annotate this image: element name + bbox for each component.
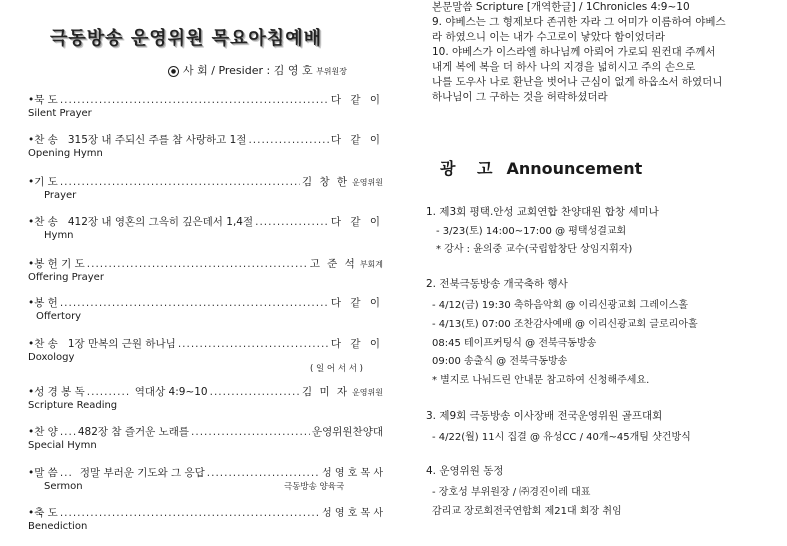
announcement-title [440,156,642,179]
order-english: Offering Prayer [28,272,104,283]
order-item-prayer [28,174,383,201]
order-english: Scripture Reading [28,400,118,411]
order-english: Offertory [36,311,82,322]
leader-dots [87,386,129,398]
order-person: 다 같 이 [330,94,383,106]
leader-dots [255,216,329,228]
announcement-line: 09:00 송출식 @ 전북극동방송 [432,356,568,367]
leader-dots [87,258,308,270]
leader-dots [178,338,329,350]
leader-dots [60,176,300,188]
order-english: Sermon [44,481,83,492]
scripture-line: 나를 도우사 나로 환난을 벗어나 근심이 없게 하옵소서 하였더니 [432,76,723,88]
presider-label: 사 회 / Presider : [183,64,271,77]
order-person: 성 영 호 목 사 [321,508,383,519]
stand-note: ( 일 어 서 서 ) [310,364,363,374]
order-label: •찬 송 [28,338,58,350]
presider-line [168,62,347,78]
order-person: 다 같 이 [330,338,383,350]
leader-dots [60,507,320,519]
scripture-header: 본문말씀 Scripture [개역한글] / 1Chronicles 4:9~10 [432,1,690,13]
order-english: Benediction [28,521,88,532]
announcement-line: - 장호성 부위원장 / ㈜경진이레 대표 [432,487,591,498]
scripture-line: 하나님이 그 구하는 것을 허락하셨더라 [432,91,608,103]
order-detail: 412장 내 영혼의 그윽히 깊은데서 1,4절 [67,216,254,228]
order-person: 김 창 한 [301,176,350,188]
scripture-line: 10. 야베스가 이스라엘 하나님께 아뢰어 가로되 원컨대 주께서 [432,46,716,58]
announcement-line: 08:45 테이프커팅식 @ 전북극동방송 [432,338,597,349]
order-item-opening-hymn [28,132,383,159]
page-title: 극동방송 운영위원 목요아침예배 [50,28,322,49]
order-english: Special Hymn [28,440,97,451]
leader-dots [191,426,310,438]
leader-dots [207,467,320,479]
order-person: 다 같 이 [330,216,383,228]
order-item-silent-prayer [28,92,383,119]
order-detail: 정말 부러운 기도와 그 응답 [79,467,205,479]
order-label: •찬 송 [28,216,58,228]
announcement-line: - 4/12(금) 19:30 축하음악회 @ 이리신광교회 그레이스홀 [432,300,688,311]
order-detail: 315장 내 주되신 주를 참 사랑하고 1절 [67,134,247,146]
scripture-line: 내게 복에 복을 더 하사 나의 지경을 넓히시고 주의 손으로 [432,61,696,73]
order-person: 김 미 자 [301,386,350,398]
announcement-line: * 별지로 나눠드린 안내문 참고하여 신청해주세요. [432,375,650,386]
presider-role: 부위원장 [316,67,347,76]
order-role: 운영위원 [352,388,383,397]
order-item-offering-prayer [28,256,383,283]
order-role: 운영위원 [352,178,383,187]
scripture-line: 라 하였으니 이는 내가 수고로이 낳았다 함이었더라 [432,31,666,43]
order-person: 다 같 이 [330,134,383,146]
order-english: Opening Hymn [28,148,103,159]
announcement-line: 감리교 장로회전국연합회 제21대 회장 취임 [432,506,622,517]
order-english: Prayer [44,190,77,201]
announcement-line: - 3/23(토) 14:00~17:00 @ 평택성결교회 [436,226,627,237]
order-detail: 482장 참 즐거운 노래를 [77,426,190,438]
circle-bullet-icon: ● [168,66,179,77]
order-person: 운영위원찬양대 [311,426,383,438]
order-label: •말 씀 [28,467,58,479]
leader-dots [60,94,329,106]
order-label: •성 경 봉 독 [28,386,85,398]
leader-dots [60,426,76,438]
order-english: Silent Prayer [28,108,92,119]
order-label: •찬 양 [28,426,58,438]
announcement-line: * 강사 : 윤의중 교수(국립합창단 상임지휘자) [436,244,633,255]
presider-name: 김 영 호 [273,64,313,77]
order-label: •봉 헌 기 도 [28,258,85,270]
order-label: •기 도 [28,176,58,188]
church-note: 극동방송 양육국 [284,482,345,492]
order-label: •묵 도 [28,94,58,106]
leader-dots [210,386,300,398]
announcement-line: - 4/22(월) 11시 집결 @ 유성CC / 40개~45개팀 샷건방식 [432,432,691,443]
leader-dots [60,467,72,479]
leader-dots [248,134,328,146]
order-english: Doxology [28,352,75,363]
order-role: 부회계 [359,260,383,269]
order-item-scripture-reading [28,384,383,411]
scripture-line: 9. 야베스는 그 형제보다 존귀한 자라 그 어미가 이름하여 야베스 [432,16,726,28]
announcement-title-ko: 광 고 [440,159,501,178]
order-label: •축 도 [28,507,58,519]
order-person: 성 영 호 목 사 [321,468,383,479]
order-person: 고 준 석 [309,258,357,270]
order-english: Hymn [44,230,74,241]
order-item-benediction [28,504,383,532]
order-detail: 역대상 4:9~10 [134,386,208,398]
announcement-item-3: 3. 제9회 극동방송 이사장배 전국운영위원 골프대회 [426,410,663,422]
leader-dots [60,297,329,309]
order-item-doxology [28,336,383,363]
announcement-item-4: 4. 운영위원 동정 [426,465,504,477]
announcement-line: - 4/13(토) 07:00 조찬감사예배 @ 이리신광교회 글로리아홀 [432,319,698,330]
order-detail: 1장 만복의 근원 하나님 [67,338,176,350]
announcement-title-en: Announcement [506,159,643,178]
order-label: •봉 헌 [28,297,58,309]
order-person: 다 같 이 [330,297,383,309]
announcement-item-2: 2. 전북극동방송 개국축하 행사 [426,278,568,290]
order-label: •찬 송 [28,134,58,146]
announcement-item-1: 1. 제3회 평택.안성 교회연합 찬양대원 합창 세미나 [426,206,659,218]
order-item-special-hymn [28,424,383,451]
order-item-hymn [28,214,383,241]
order-item-offertory [28,295,383,322]
